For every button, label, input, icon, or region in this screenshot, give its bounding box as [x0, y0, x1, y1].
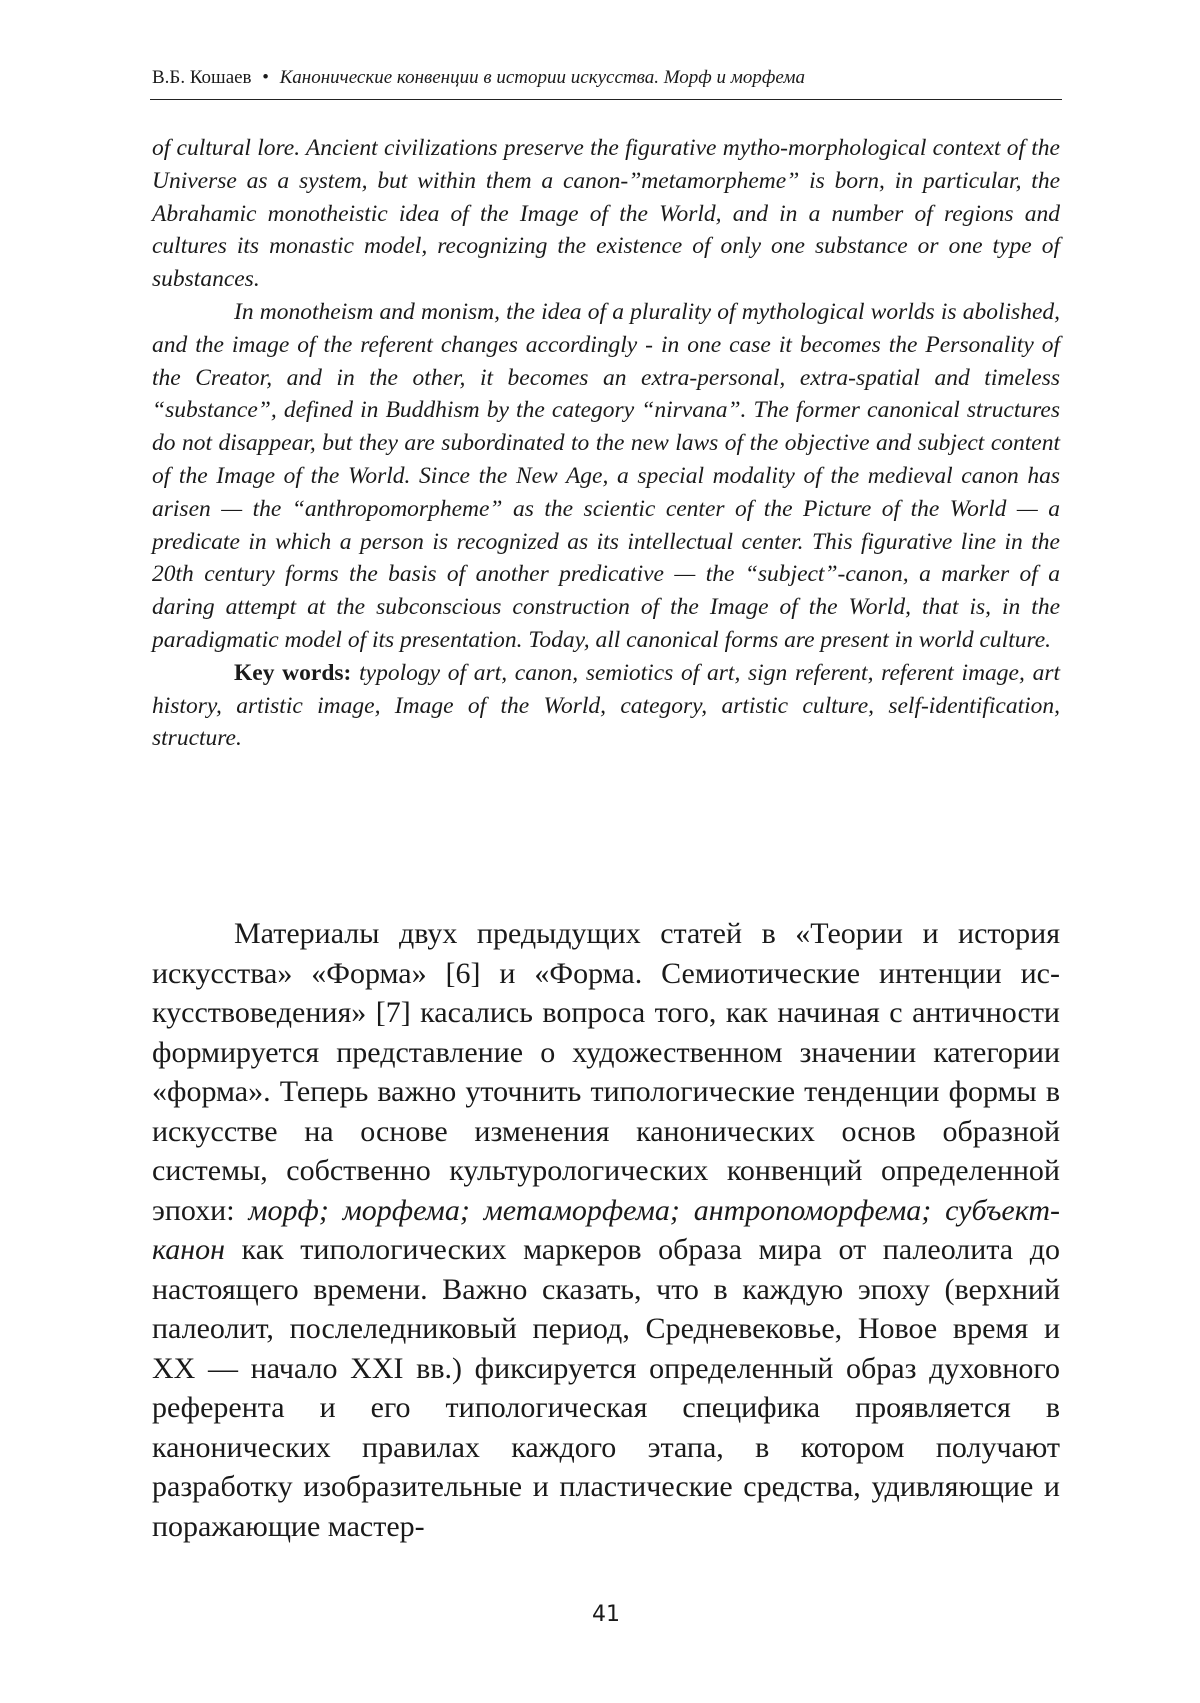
body-key-terms: морф; морфема; метаморфема; антропоморфема; субъект-канон: [152, 1193, 1061, 1266]
keywords-list: typology of art, canon, semiotics of art, sign referent, referent image, art history, artistic image, Image of the World, category, artistic culture, self-identification, structure.: [152, 659, 1061, 752]
keywords-label: Key words:: [234, 659, 352, 686]
body-paragraph: [152, 914, 1060, 1546]
running-head-title: Канонические конвенции в истории искусства. Морф и морфема: [279, 67, 805, 88]
running-head-separator: •: [262, 67, 269, 88]
body-text-start: Материалы двух предыдущих статей в «Теории и история искусства» «Форма» [6] и «Форма. Семиотические интенции искусствоведения» [7] касались вопроса того, как начиная с античности формируется представление о художественном значении категории «форма». Теперь важно уточнить типологические тенденции формы в искусстве на основе изменения канонических основ образной системы, собственно культурологических конвенций определенной эпохи:: [152, 917, 1060, 1227]
running-head-author: В.Б. Кошаев: [152, 67, 252, 88]
abstract-paragraph-1: of cultural lore. Ancient civilizations preserve the figurative mytho-morphological context of the Universe as a system, but within them a canon-”metamorpheme” is born, in particular, the Abrahamic monotheistic idea of the Image of the World, and in a number of regions and cultures its monastic model, recognizing the existence of only one substance or one type of substances.: [152, 135, 1060, 293]
body-text-end: как типологических маркеров образа мира от палеолита до настоящего времени. Важно сказать, что в каждую эпоху (верхний палеолит, послеледниковый период, Средневековье, Новое время и XX — начало XXI вв.) фиксируется определенный образ духовного референта и его типологическая специфика проявляется в канонических правилах каждого этапа, в котором получают разработку изобразительные и пластические средства, удивляющие и поражающие мастер-: [152, 1233, 1060, 1543]
running-head: [152, 66, 1062, 90]
english-abstract: [152, 132, 1060, 755]
page-number: 41: [592, 1602, 620, 1627]
abstract-paragraph-2: In monotheism and monism, the idea of a plurality of mythological worlds is abolished, and the image of the referent changes accordingly - in one case it becomes the Personality of the Creator, and in the other, it becomes an extra-personal, extra-spatial and timeless “substance”, defined in Buddhism by the category “nirvana”. The former canonical structures do not disappear, but they are subordinated to the new laws of the objective and subject content of the Image of the World. Since the New Age, a special modality of the medieval canon has arisen — the “anthropomorpheme” as the scientic center of the Picture of the World — a predicate in which a person is recognized as its intellectual center. This figurative line in the 20th century forms the basis of another predicative — the “subject”-canon, a marker of a daring attempt at the subconscious construction of the Image of the World, that is, in the paradigmatic model of its presentation. Today, all canonical forms are present in world culture.: [152, 298, 1060, 653]
header-divider: [150, 99, 1062, 100]
keywords-paragraph: [152, 657, 1060, 755]
article-body: [152, 914, 1060, 1546]
